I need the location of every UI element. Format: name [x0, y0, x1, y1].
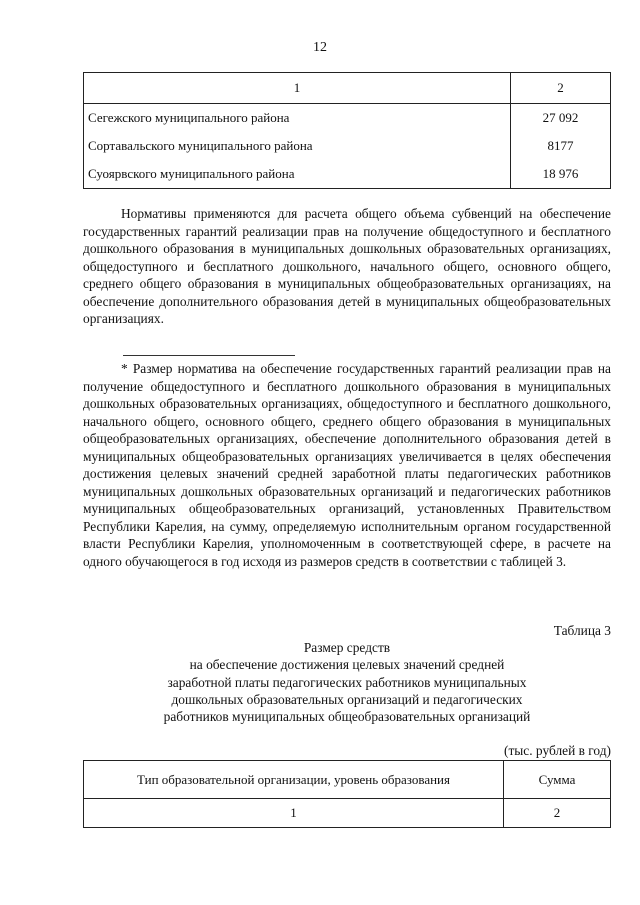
- table-row: [84, 132, 611, 160]
- table-header-row: [84, 799, 611, 828]
- column-number: 2: [504, 799, 611, 828]
- table-label: Таблица 3: [553, 623, 611, 638]
- column-number: 1: [84, 799, 504, 828]
- column-header: Сумма: [504, 761, 611, 799]
- footnote-separator: [123, 355, 295, 356]
- district-name: Сегежского муниципального района: [84, 104, 511, 133]
- table-title-line: дошкольных образовательных организаций и педагогических: [171, 691, 523, 707]
- table-title-line: на обеспечение достижения целевых значений средней: [189, 657, 505, 673]
- units-label: (тыс. рублей в год): [503, 743, 611, 758]
- table-row: [84, 104, 611, 133]
- top-table: [83, 72, 611, 189]
- column-number: 1: [84, 73, 511, 104]
- table-title-line: Размер средств: [303, 640, 391, 655]
- footnote-text: * Размер норматива на обеспечение государственных гарантий реализации прав на получение общедоступного и бесплатного дошкольного образования в муниципальных дошкольных образовательных организациях, общедоступного и бесплатного дошкольного, начального общего, основного общего, среднего общего образования в муниципальных общеобразовательных организациях, обеспечение дополнительного образования детей в муниципальных общеобразовательных организациях увеличивается в целях обеспечения достижения целевых значений средней заработной платы педагогических работников муниципальных дошкольных образовательных организаций и педагогических работников муниципальных общеобразовательных организаций, установленных Правительством Республики Карелия, на сумму, определяемую исполнительным органом государственной власти Республики Карелия, уполномоченным в соответствующей сфере, в расчете на одного обучающегося в год исходя из размеров средств в соответствии с таблицей 3.: [83, 361, 611, 569]
- norm-value: 8177: [511, 132, 611, 160]
- district-name: Сортавальского муниципального района: [84, 132, 511, 160]
- body-paragraph: Нормативы применяются для расчета общего объема субвенций на обеспечение государственных гарантий реализации прав на получение общедоступного и бесплатного дошкольного образования в муниципальных дошкольных образовательных организациях, общедоступного и бесплатного дошкольного, начального общего, основного общего, среднего общего образования в муниципальных общеобразовательных организациях, на обеспечение дополнительного образования детей в муниципальных общеобразовательных организациях.: [83, 206, 611, 326]
- norm-value: 18 976: [511, 160, 611, 189]
- table-title-line: заработной платы педагогических работников муниципальных: [167, 674, 527, 690]
- table-header-row: [84, 73, 611, 104]
- table-header-row: [84, 761, 611, 799]
- table-title-line: работников муниципальных общеобразовательных организаций: [163, 709, 531, 725]
- table3: [83, 760, 611, 828]
- page-number: 12: [313, 40, 327, 55]
- district-name: Суоярвского муниципального района: [84, 160, 511, 189]
- norm-value: 27 092: [511, 104, 611, 133]
- column-header: Тип образовательной организации, уровень образования: [84, 761, 504, 799]
- table-title: [83, 639, 611, 725]
- table-row: [84, 160, 611, 189]
- column-number: 2: [511, 73, 611, 104]
